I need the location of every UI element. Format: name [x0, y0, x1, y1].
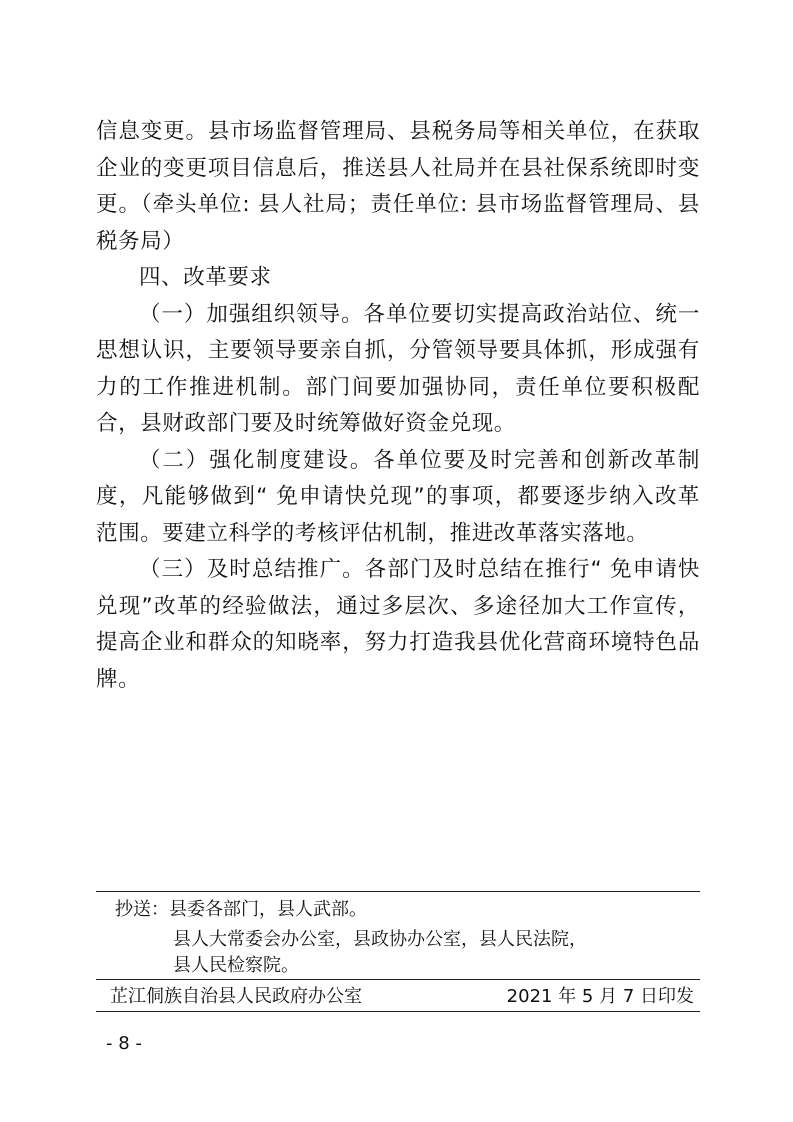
section-heading: 四、改革要求 [139, 265, 272, 290]
cc-line-3: 县人民检察院。 [173, 955, 299, 976]
issuer-name: 芷江侗族自治县人民政府办公室 [110, 986, 362, 1007]
issue-line [96, 983, 700, 1011]
cc-line-1: 抄送：县委各部门，县人武部。 [115, 899, 367, 920]
paragraph-system: （二）强化制度建设。各单位要及时完善和创新改革制度，凡能够做到“ 免申请快兑现”的事项，都要逐步纳入改革范围。要建立科学的考核评估机制，推进改革落实落地。 [96, 447, 700, 546]
issue-date: 2021 年 5 月 7 日印发 [506, 986, 694, 1007]
cc-bottom-rule [96, 979, 700, 980]
cc-top-rule [96, 891, 700, 892]
paragraph-summary: （三）及时总结推广。各部门及时总结在推行“ 免申请快兑现”改革的经验做法，通过多层次、多途径加大工作宣传，提高企业和群众的知晓率，努力打造我县优化营商环境特色品牌。 [96, 557, 700, 692]
cc-line-2: 县人大常委会办公室，县政协办公室，县人民法院， [173, 929, 587, 950]
page-number: - 8 - [106, 1033, 142, 1054]
paragraph-continuation: 信息变更。县市场监督管理局、县税务局等相关单位，在获取企业的变更项目信息后，推送县人社局并在县社保系统即时变更。（牵头单位: 县人社局；责任单位: 县市场监督管理局、县税务局） [96, 119, 700, 254]
document-body [96, 114, 700, 698]
issue-bottom-rule [96, 1011, 700, 1012]
paragraph-organization: （一）加强组织领导。各单位要切实提高政治站位、统一思想认识，主要领导要亲自抓，分管领导要具体抓，形成强有力的工作推进机制。部门间要加强协同，责任单位要积极配合，县财政部门要及时统筹做好资金兑现。 [96, 301, 700, 436]
